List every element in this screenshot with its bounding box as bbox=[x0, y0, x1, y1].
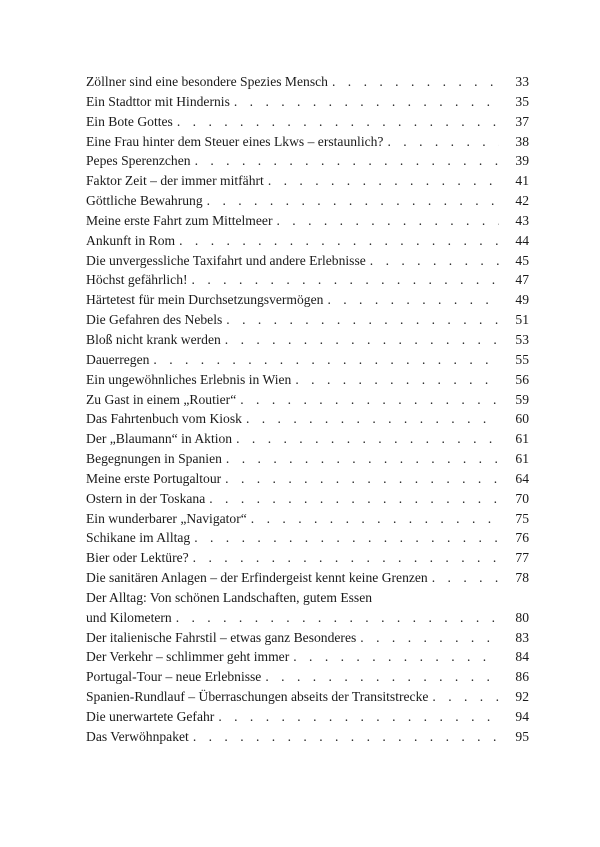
toc-entry-page-number: 75 bbox=[515, 510, 529, 526]
toc-entry bbox=[86, 509, 529, 529]
dot-leader bbox=[295, 370, 499, 390]
toc-entry-page-number: 39 bbox=[515, 153, 529, 169]
toc-entry bbox=[86, 647, 529, 667]
toc-entry-page-number: 53 bbox=[515, 331, 529, 347]
toc-entry-title: Die unvergessliche Taxifahrt und andere Erlebnisse bbox=[86, 252, 366, 268]
toc-entry bbox=[86, 608, 529, 628]
dot-leader bbox=[153, 350, 499, 370]
toc-entry-title: Bier oder Lektüre? bbox=[86, 550, 189, 566]
dot-leader bbox=[234, 92, 499, 112]
toc-entry bbox=[86, 528, 529, 548]
toc-entry-page-number: 35 bbox=[515, 93, 529, 109]
toc-entry-page-number: 45 bbox=[515, 252, 529, 268]
toc-entry-title: Der Verkehr – schlimmer geht immer bbox=[86, 649, 290, 665]
toc-entry-title: Meine erste Fahrt zum Mittelmeer bbox=[86, 212, 273, 228]
toc-entry bbox=[86, 350, 529, 370]
toc-entry bbox=[86, 231, 529, 251]
dot-leader bbox=[246, 409, 499, 429]
toc-entry-title: Meine erste Portugaltour bbox=[86, 470, 222, 486]
toc-entry bbox=[86, 151, 529, 171]
toc-entry-title: Die Gefahren des Nebels bbox=[86, 312, 223, 328]
dot-leader bbox=[176, 608, 499, 628]
dot-leader bbox=[251, 509, 499, 529]
toc-entry bbox=[86, 628, 529, 648]
toc-entry-page-number: 42 bbox=[515, 193, 529, 209]
toc-entry bbox=[86, 290, 529, 310]
toc-entry-title: Faktor Zeit – der immer mitfährt bbox=[86, 173, 264, 189]
dot-leader bbox=[387, 132, 499, 152]
toc-entry bbox=[86, 270, 529, 290]
toc-entry-title: Ein wunderbarer „Navigator“ bbox=[86, 510, 247, 526]
toc-entry bbox=[86, 132, 529, 152]
toc-entry-page-number: 37 bbox=[515, 113, 529, 129]
toc-entry-title: und Kilometern bbox=[86, 609, 172, 625]
dot-leader bbox=[209, 489, 499, 509]
toc-entry-title: Dauerregen bbox=[86, 351, 150, 367]
toc-entry-title: Ein Stadttor mit Hindernis bbox=[86, 93, 230, 109]
toc-entry bbox=[86, 667, 529, 687]
toc-entry-title: Höchst gefährlich! bbox=[86, 272, 188, 288]
toc-entry bbox=[86, 72, 529, 92]
toc-entry bbox=[86, 707, 529, 727]
toc-entry-title: Der italienische Fahrstil – etwas ganz Besonderes bbox=[86, 629, 357, 645]
toc-entry bbox=[86, 469, 529, 489]
toc-entry-title: Das Fahrtenbuch vom Kiosk bbox=[86, 411, 242, 427]
table-of-contents bbox=[86, 72, 529, 747]
dot-leader bbox=[360, 628, 499, 648]
toc-entry-page-number: 70 bbox=[515, 490, 529, 506]
toc-entry bbox=[86, 112, 529, 132]
dot-leader bbox=[177, 112, 499, 132]
dot-leader bbox=[332, 72, 499, 92]
toc-entry bbox=[86, 588, 529, 608]
dot-leader bbox=[194, 528, 499, 548]
toc-entry bbox=[86, 429, 529, 449]
toc-entry bbox=[86, 687, 529, 707]
toc-entry bbox=[86, 409, 529, 429]
dot-leader bbox=[218, 707, 499, 727]
toc-entry-page-number: 77 bbox=[515, 550, 529, 566]
toc-entry-page-number: 84 bbox=[515, 649, 529, 665]
toc-entry bbox=[86, 548, 529, 568]
toc-entry bbox=[86, 568, 529, 588]
toc-entry-page-number: 55 bbox=[515, 351, 529, 367]
dot-leader bbox=[432, 687, 499, 707]
toc-entry-page-number: 60 bbox=[515, 411, 529, 427]
dot-leader bbox=[226, 449, 499, 469]
dot-leader bbox=[236, 429, 499, 449]
toc-entry-title: Pepes Sperenzchen bbox=[86, 153, 191, 169]
toc-entry bbox=[86, 727, 529, 747]
dot-leader bbox=[179, 231, 499, 251]
toc-entry-title: Zu Gast in einem „Routier“ bbox=[86, 391, 237, 407]
toc-entry-page-number: 61 bbox=[515, 431, 529, 447]
toc-entry-page-number: 33 bbox=[515, 74, 529, 89]
toc-entry-page-number: 38 bbox=[515, 133, 529, 149]
toc-entry-page-number: 95 bbox=[515, 728, 529, 744]
dot-leader bbox=[192, 270, 499, 290]
dot-leader bbox=[225, 330, 499, 350]
toc-entry bbox=[86, 171, 529, 191]
toc-entry-page-number: 49 bbox=[515, 292, 529, 308]
toc-entry-title: Zöllner sind eine besondere Spezies Mensch bbox=[86, 74, 328, 89]
dot-leader bbox=[327, 290, 499, 310]
toc-entry-page-number: 44 bbox=[515, 232, 529, 248]
toc-entry-title: Härtetest für mein Durchsetzungsvermögen bbox=[86, 292, 324, 308]
dot-leader bbox=[207, 191, 499, 211]
toc-entry bbox=[86, 211, 529, 231]
toc-entry bbox=[86, 330, 529, 350]
toc-entry-title: Der „Blaumann“ in Aktion bbox=[86, 431, 233, 447]
toc-entry-page-number: 76 bbox=[515, 530, 529, 546]
toc-entry-title: Göttliche Bewahrung bbox=[86, 193, 203, 209]
toc-entry-title: Das Verwöhnpaket bbox=[86, 728, 189, 744]
dot-leader bbox=[240, 390, 499, 410]
toc-entry bbox=[86, 449, 529, 469]
toc-entry-title: Die unerwartete Gefahr bbox=[86, 709, 215, 724]
toc-entry bbox=[86, 310, 529, 330]
dot-leader bbox=[226, 310, 499, 330]
toc-entry-title: Ostern in der Toskana bbox=[86, 490, 206, 506]
toc-entry-page-number: 83 bbox=[515, 629, 529, 645]
toc-entry-title: Spanien-Rundlauf – Überraschungen abseits der Transitstrecke bbox=[86, 689, 429, 705]
dot-leader bbox=[268, 171, 499, 191]
toc-entry-title: Eine Frau hinter dem Steuer eines Lkws – erstaunlich? bbox=[86, 133, 384, 149]
toc-entry-page-number: 61 bbox=[515, 451, 529, 467]
toc-entry-title: Schikane im Alltag bbox=[86, 530, 191, 546]
toc-entry-page-number: 59 bbox=[515, 391, 529, 407]
toc-entry bbox=[86, 390, 529, 410]
toc-entry-title: Der Alltag: Von schönen Landschaften, gutem Essen bbox=[86, 589, 373, 605]
dot-leader bbox=[370, 251, 499, 271]
dot-leader bbox=[193, 548, 499, 568]
toc-entry bbox=[86, 92, 529, 112]
dot-leader bbox=[293, 647, 499, 667]
toc-entry-page-number: 47 bbox=[515, 272, 529, 288]
toc-entry-title: Ankunft in Rom bbox=[86, 232, 176, 248]
toc-entry-title: Ein ungewöhnliches Erlebnis in Wien bbox=[86, 371, 292, 387]
dot-leader bbox=[193, 727, 499, 747]
toc-entry bbox=[86, 489, 529, 509]
toc-entry-page-number: 78 bbox=[515, 570, 529, 586]
toc-entry-page-number: 43 bbox=[515, 212, 529, 228]
toc-entry-title: Ein Bote Gottes bbox=[86, 113, 173, 129]
dot-leader bbox=[195, 151, 499, 171]
dot-leader bbox=[276, 211, 499, 231]
toc-entry bbox=[86, 191, 529, 211]
toc-entry-page-number: 92 bbox=[515, 689, 529, 705]
toc-entry-page-number: 41 bbox=[515, 173, 529, 189]
toc-entry-page-number: 51 bbox=[515, 312, 529, 328]
toc-entry-page-number: 94 bbox=[515, 709, 529, 724]
dot-leader bbox=[225, 469, 499, 489]
toc-entry-page-number: 80 bbox=[515, 609, 529, 625]
toc-entry-page-number: 56 bbox=[515, 371, 529, 387]
toc-entry bbox=[86, 370, 529, 390]
toc-entry-title: Die sanitären Anlagen – der Erfindergeist kennt keine Grenzen bbox=[86, 570, 428, 586]
dot-leader bbox=[432, 568, 499, 588]
toc-entry bbox=[86, 251, 529, 271]
toc-entry-title: Bloß nicht krank werden bbox=[86, 331, 221, 347]
toc-entry-page-number: 86 bbox=[515, 669, 529, 685]
dot-leader bbox=[265, 667, 499, 687]
toc-entry-page-number: 64 bbox=[515, 470, 529, 486]
toc-entry-title: Portugal-Tour – neue Erlebnisse bbox=[86, 669, 262, 685]
toc-entry-title: Begegnungen in Spanien bbox=[86, 451, 222, 467]
